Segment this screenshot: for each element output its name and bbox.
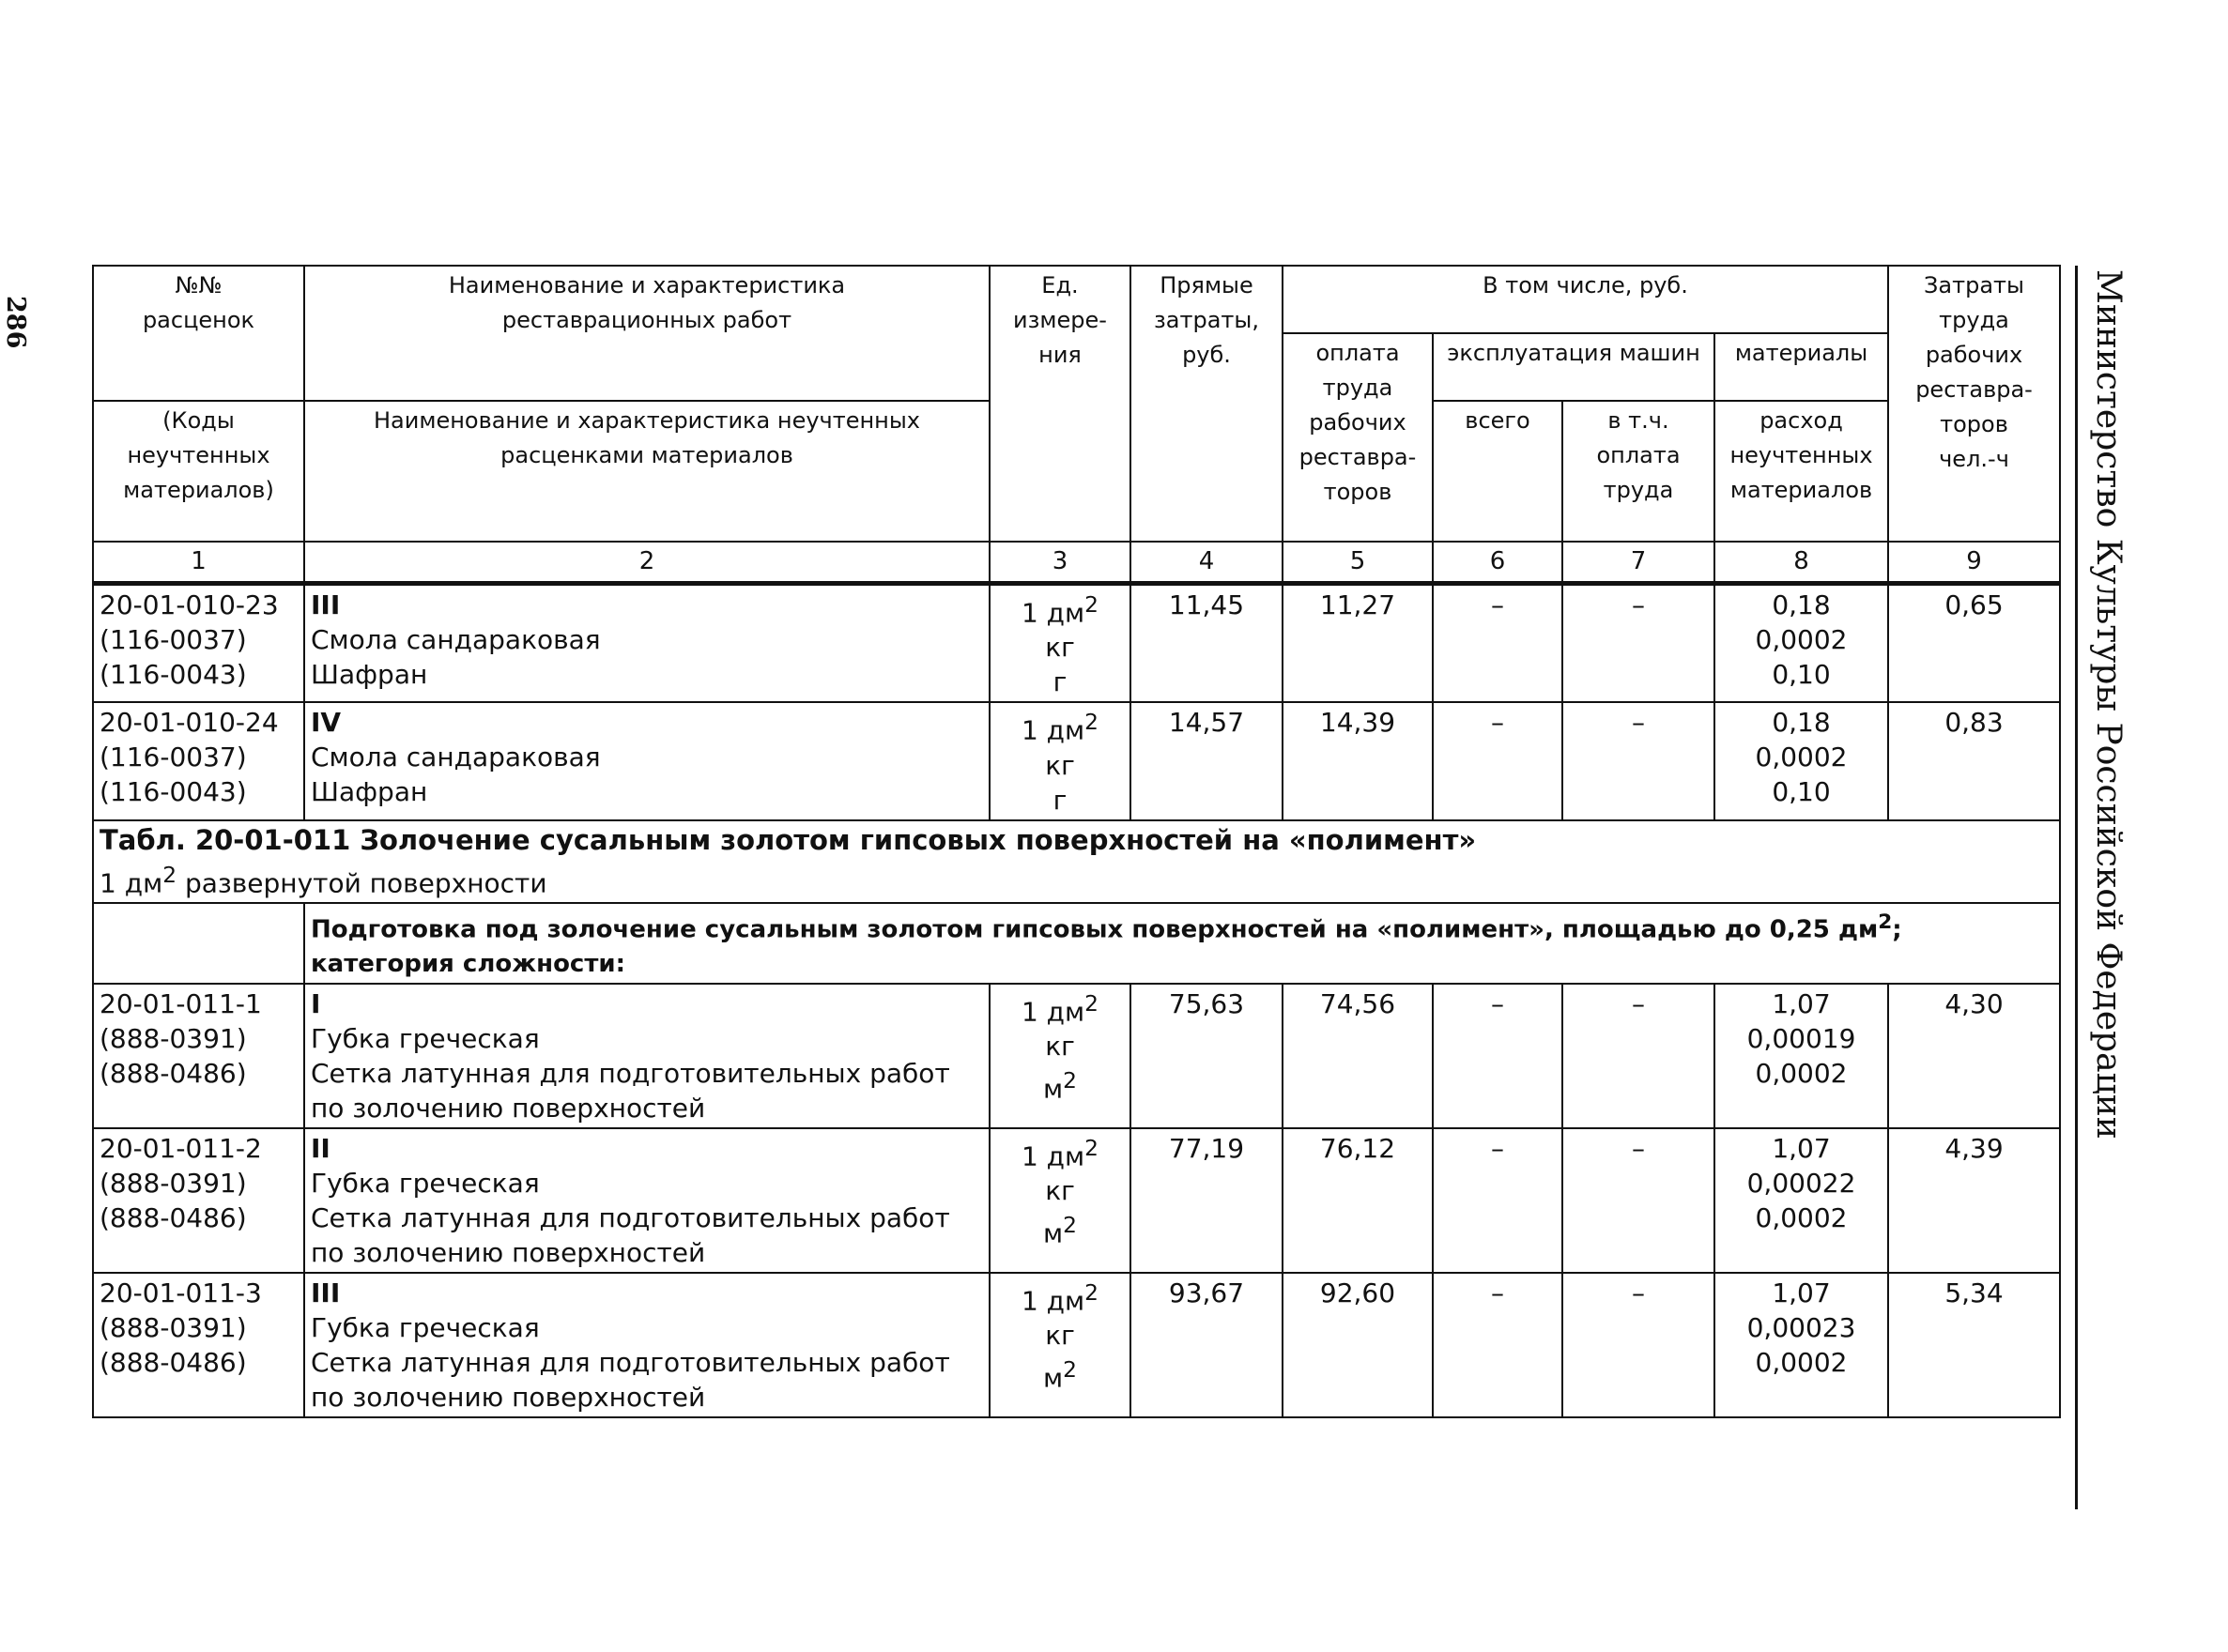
header-labor-costs: Затраты труда рабочих реставра- торов чел.-ч [1888,266,2060,542]
header-including: В том числе, руб. [1283,266,1888,333]
header-machines-total: всего [1433,401,1562,542]
header-machines-labor: в т.ч. оплата труда [1562,401,1714,542]
machines-labor-value: – [1562,1128,1714,1273]
rate-description: I Губка греческая Сетка латунная для подготовительных работ по золочению поверхностей [304,984,990,1128]
direct-costs-value: 11,45 [1130,584,1283,703]
table-row [93,1273,2060,1417]
table-row [93,702,2060,819]
header-material-names: Наименование и характеристика неучтенных расценками материалов [304,401,990,542]
section-row [93,820,2060,903]
machines-labor-value: – [1562,702,1714,819]
labor-hours-value: 0,83 [1888,702,2060,819]
direct-costs-value: 14,57 [1130,702,1283,819]
column-number: 4 [1130,542,1283,584]
header-materials: материалы [1714,333,1888,401]
materials-values: 1,07 0,00023 0,0002 [1714,1273,1888,1417]
subheading-empty-cell [93,903,304,984]
subheading-row [93,903,2060,984]
materials-values: 0,18 0,0002 0,10 [1714,584,1888,703]
column-number: 3 [990,542,1130,584]
column-number: 8 [1714,542,1888,584]
header-row-1 [93,266,2060,333]
header-labor-pay: оплата труда рабочих реставра- торов [1283,333,1433,542]
rate-codes: 20-01-011-3 (888-0391) (888-0486) [93,1273,304,1417]
running-head-rule [2075,266,2078,1509]
labor-hours-value: 4,30 [1888,984,2060,1128]
rate-codes: 20-01-010-23 (116-0037) (116-0043) [93,584,304,703]
rate-codes: 20-01-011-2 (888-0391) (888-0486) [93,1128,304,1273]
header-unit: Ед. измере- ния [990,266,1130,542]
subheading: Подготовка под золочение сусальным золотом гипсовых поверхностей на «полимент», площадью до 0,25 $дм^2$; категория сложности: [304,903,2060,984]
rates-table [92,265,2061,1418]
labor-pay-value: 76,12 [1283,1128,1433,1273]
labor-pay-value: 11,27 [1283,584,1433,703]
labor-hours-value: 0,65 [1888,584,2060,703]
column-number: 9 [1888,542,2060,584]
column-number: 6 [1433,542,1562,584]
machines-labor-value: – [1562,584,1714,703]
header-material-codes: (Коды неучтенных материалов) [93,401,304,542]
labor-pay-value: 74,56 [1283,984,1433,1128]
rate-units: 1 $дм^2$ кг г [990,702,1130,819]
column-number: 5 [1283,542,1433,584]
direct-costs-value: 93,67 [1130,1273,1283,1417]
rate-description: II Губка греческая Сетка латунная для подготовительных работ по золочению поверхностей [304,1128,990,1273]
header-work-name: Наименование и характеристика реставрационных работ [304,266,990,401]
rate-units: 1 $дм^2$ кг $м^2$ [990,1128,1130,1273]
header-direct-costs: Прямые затраты, руб. [1130,266,1283,542]
materials-values: 0,18 0,0002 0,10 [1714,702,1888,819]
rate-units: 1 $дм^2$ кг $м^2$ [990,1273,1130,1417]
rate-description: III Смола сандараковая Шафран [304,584,990,703]
section-measure: 1 $дм^2$ развернутой поверхности [100,861,547,898]
rate-units: 1 $дм^2$ кг г [990,584,1130,703]
machines-total-value: – [1433,984,1562,1128]
table-row [93,584,2060,703]
machines-total-value: – [1433,584,1562,703]
machines-labor-value: – [1562,1273,1714,1417]
machines-total-value: – [1433,1128,1562,1273]
column-number: 7 [1562,542,1714,584]
header-rate-number: №№ расценок [93,266,304,401]
rate-codes: 20-01-011-1 (888-0391) (888-0486) [93,984,304,1128]
section-header [93,820,2060,903]
machines-total-value: – [1433,1273,1562,1417]
labor-hours-value: 5,34 [1888,1273,2060,1417]
table-row [93,1128,2060,1273]
rate-codes: 20-01-010-24 (116-0037) (116-0043) [93,702,304,819]
rate-units: 1 $дм^2$ кг $м^2$ [990,984,1130,1128]
column-number: 1 [93,542,304,584]
direct-costs-value: 77,19 [1130,1128,1283,1273]
rate-description: IV Смола сандараковая Шафран [304,702,990,819]
labor-hours-value: 4,39 [1888,1128,2060,1273]
section-title: Табл. 20-01-011 Золочение сусальным золотом гипсовых поверхностей на «полимент» [100,823,1477,856]
table-row [93,984,2060,1128]
materials-values: 1,07 0,00019 0,0002 [1714,984,1888,1128]
header-materials-usage: расход неучтенных материалов [1714,401,1888,542]
running-head: Министерство Культуры Российской Федерации [2089,269,2128,1140]
rate-description: III Губка греческая Сетка латунная для подготовительных работ по золочению поверхностей [304,1273,990,1417]
labor-pay-value: 92,60 [1283,1273,1433,1417]
page-number: 286 [1,296,30,349]
machines-labor-value: – [1562,984,1714,1128]
header-machines: эксплуатация машин [1433,333,1714,401]
column-number: 2 [304,542,990,584]
machines-total-value: – [1433,702,1562,819]
direct-costs-value: 75,63 [1130,984,1283,1128]
column-numbers-row [93,542,2060,584]
materials-values: 1,07 0,00022 0,0002 [1714,1128,1888,1273]
labor-pay-value: 14,39 [1283,702,1433,819]
